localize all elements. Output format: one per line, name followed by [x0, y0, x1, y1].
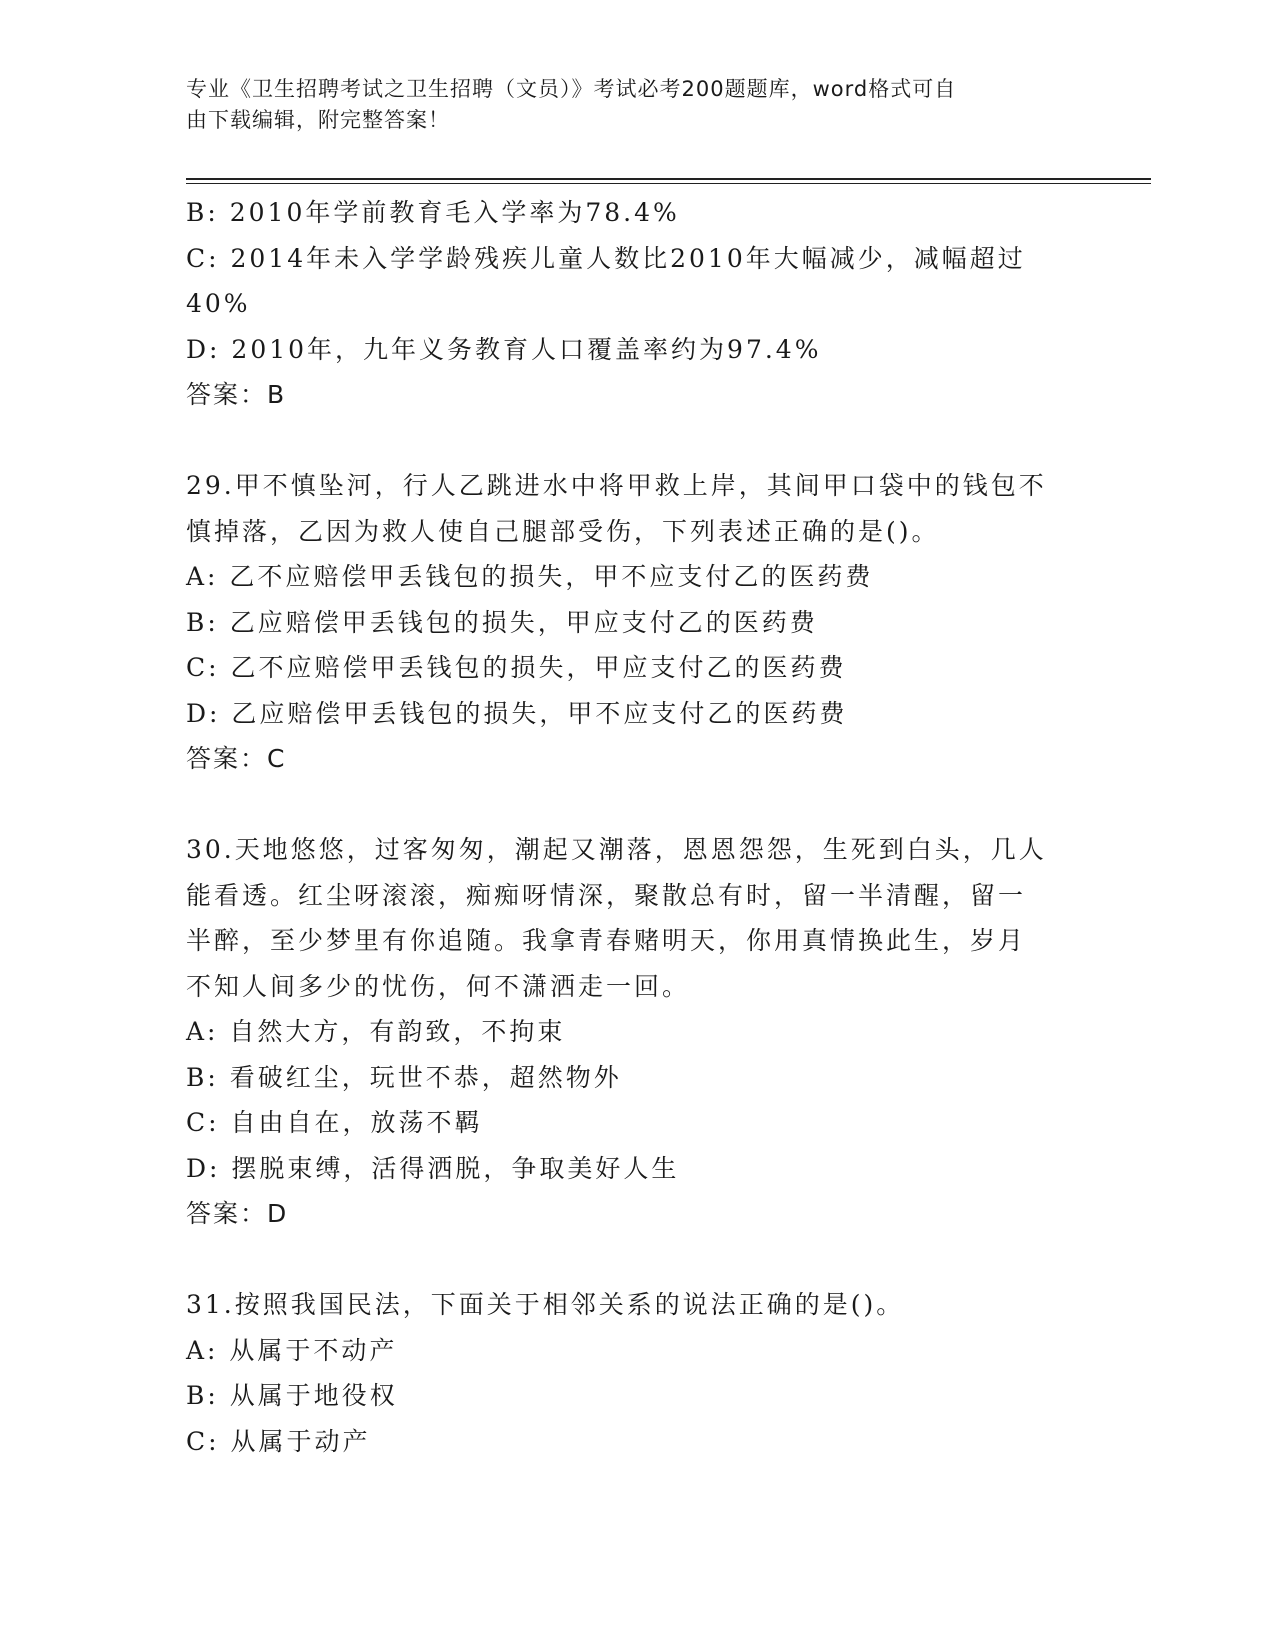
header-line-1: 专业《卫生招聘考试之卫生招聘（文员）》考试必考200题题库，word格式可自 — [186, 77, 957, 101]
header-rule-thin — [186, 183, 1151, 184]
q31-option-b: B: 从属于地役权 — [186, 1381, 398, 1410]
q29-stem-line-2: 慎掉落，乙因为救人使自己腿部受伤，下列表述正确的是()。 — [186, 516, 940, 546]
q30-option-b: B: 看破红尘，玩世不恭，超然物外 — [186, 1062, 622, 1092]
question-29 — [186, 463, 1086, 782]
q29-stem-line-1: 29.甲不慎坠河，行人乙跳进水中将甲救上岸，其间甲口袋中的钱包不 — [186, 471, 1047, 500]
question-28 — [186, 190, 1086, 418]
q30-stem-line-3: 半醉，至少梦里有你追随。我拿青春赌明天，你用真情换此生，岁月 — [186, 926, 1027, 955]
q30-stem-line-2: 能看透。红尘呀滚滚，痴痴呀情深，聚散总有时，留一半清醒，留一 — [186, 880, 1027, 910]
header-line-2: 由下载编辑，附完整答案！ — [186, 108, 450, 132]
q28-option-b: B: 2010年学前教育毛入学率为78.4% — [186, 198, 680, 227]
q28-option-d: D: 2010年，九年义务教育人口覆盖率约为97.4% — [186, 334, 822, 364]
question-30 — [186, 827, 1086, 1237]
q31-stem-line-1: 31.按照我国民法，下面关于相邻关系的说法正确的是()。 — [186, 1290, 905, 1319]
document-header — [186, 74, 1066, 136]
q30-option-d: D: 摆脱束缚，活得洒脱，争取美好人生 — [186, 1153, 680, 1183]
spacer — [186, 1237, 1086, 1283]
q29-option-d: D: 乙应赔偿甲丢钱包的损失，甲不应支付乙的医药费 — [186, 698, 848, 728]
q29-option-b: B: 乙应赔偿甲丢钱包的损失，甲应支付乙的医药费 — [186, 607, 818, 637]
q31-option-a: A: 从属于不动产 — [186, 1335, 398, 1365]
q30-stem-line-4: 不知人间多少的忧伤，何不潇洒走一回。 — [186, 971, 691, 1001]
q28-option-c-line-2: 40% — [186, 289, 251, 318]
q31-option-c: C: 从属于动产 — [186, 1426, 371, 1456]
q29-answer: 答案：C — [186, 744, 287, 773]
document-body — [186, 190, 1086, 1464]
q30-answer: 答案：D — [186, 1199, 289, 1228]
q30-option-a: A: 自然大方，有韵致，不拘束 — [186, 1017, 566, 1046]
question-31 — [186, 1282, 1086, 1464]
spacer — [186, 782, 1086, 828]
header-rule-thick — [186, 178, 1151, 180]
spacer — [186, 418, 1086, 464]
q30-option-c: C: 自由自在，放荡不羁 — [186, 1108, 483, 1137]
q30-stem-line-1: 30.天地悠悠，过客匆匆，潮起又潮落，恩恩怨怨，生死到白头，几人 — [186, 835, 1047, 864]
q28-answer: 答案：B — [186, 380, 287, 409]
q29-option-c: C: 乙不应赔偿甲丢钱包的损失，甲应支付乙的医药费 — [186, 653, 847, 682]
q28-option-c-line-1: C: 2014年未入学学龄残疾儿童人数比2010年大幅减少，减幅超过 — [186, 243, 1026, 273]
q29-option-a: A: 乙不应赔偿甲丢钱包的损失，甲不应支付乙的医药费 — [186, 562, 874, 591]
